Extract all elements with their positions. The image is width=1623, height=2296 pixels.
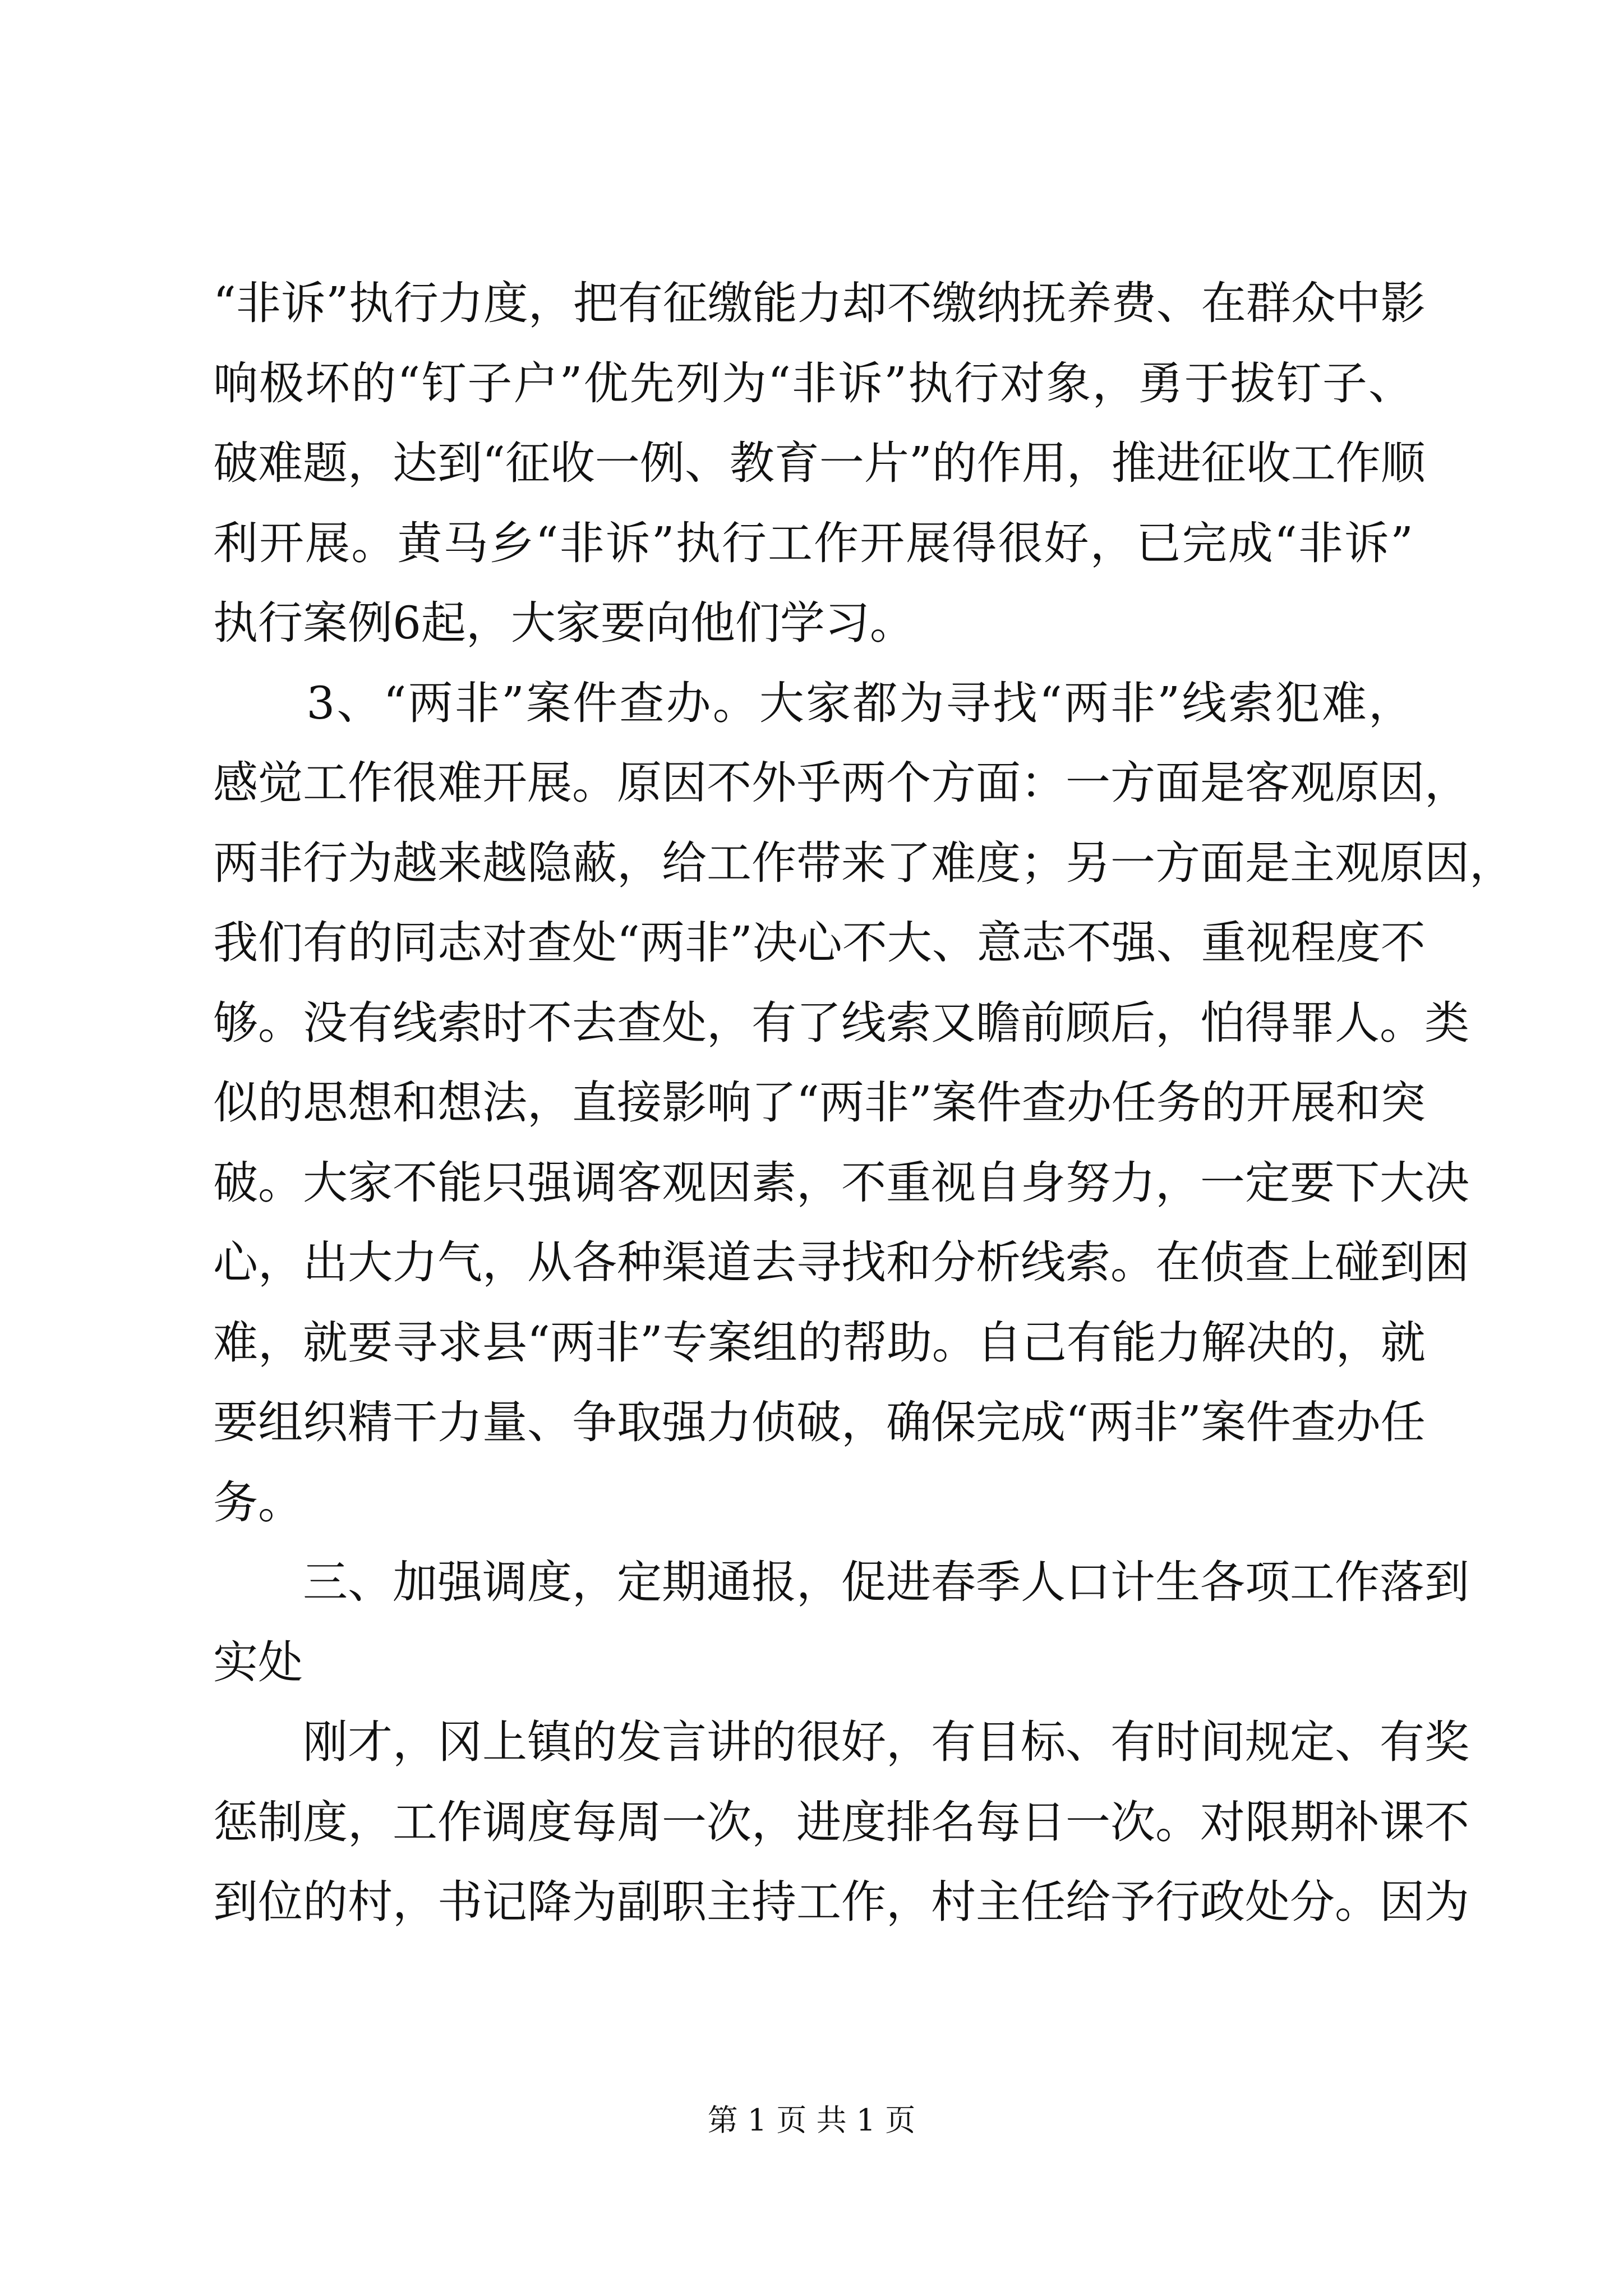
text-line: 到位的村，书记降为副职主持工作，村主任给予行政处分。因为 <box>213 1876 1469 1928</box>
text-line: 要组织精干力量、争取强力侦破，确保完成“两非”案件查办任 <box>213 1396 1426 1448</box>
text-line: 执行案例6起，大家要向他们学习。 <box>213 597 915 649</box>
text-line: 实处 <box>213 1636 303 1688</box>
text-line: 三、加强调度，定期通报，促进春季人口计生各项工作落到 <box>213 1556 1469 1608</box>
text-line: 似的思想和想法，直接影响了“两非”案件查办任务的开展和突 <box>213 1076 1426 1129</box>
text-line: 心，出大力气，从各种渠道去寻找和分析线索。在侦查上碰到困 <box>213 1236 1469 1289</box>
text-line: 感觉工作很难开展。原因不外乎两个方面：一方面是客观原因， <box>213 757 1469 809</box>
text-line: 两非行为越来越隐蔽，给工作带来了难度；另一方面是主观原因， <box>213 836 1514 889</box>
text-line: 难，就要寻求县“两非”专案组的帮助。自己有能力解决的，就 <box>213 1316 1426 1369</box>
text-line: 响极坏的“钉子户”优先列为“非诉”执行对象，勇于拔钉子、 <box>213 357 1413 409</box>
text-line: 3、“两非”案件查办。大家都为寻找“两非”线索犯难， <box>213 677 1413 729</box>
text-line: 惩制度，工作调度每周一次，进度排名每日一次。对限期补课不 <box>213 1796 1469 1848</box>
page-number-footer: 第 1 页 共 1 页 <box>707 2102 916 2138</box>
text-line: 我们有的同志对查处“两非”决心不大、意志不强、重视程度不 <box>213 917 1426 969</box>
text-line: “非诉”执行力度，把有征缴能力却不缴纳抚养费、在群众中影 <box>213 277 1426 329</box>
text-line: 刚才，冈上镇的发言讲的很好，有目标、有时间规定、有奖 <box>213 1716 1469 1768</box>
text-line: 够。没有线索时不去查处，有了线索又瞻前顾后，怕得罪人。类 <box>213 996 1469 1049</box>
text-line: 破。大家不能只强调客观因素，不重视自身努力，一定要下大决 <box>213 1156 1469 1209</box>
text-line: 务。 <box>213 1476 303 1529</box>
text-line: 利开展。黄马乡“非诉”执行工作开展得很好，已完成“非诉” <box>213 517 1413 569</box>
body-text <box>213 264 1514 1943</box>
text-line: 破难题，达到“征收一例、教育一片”的作用，推进征收工作顺 <box>213 437 1426 489</box>
